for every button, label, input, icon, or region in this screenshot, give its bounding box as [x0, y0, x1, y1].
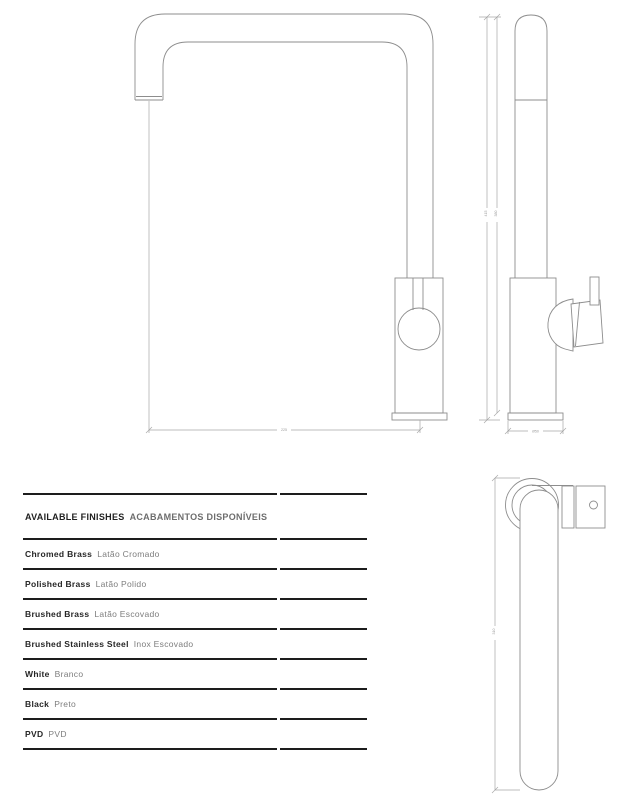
- side-base-dimension-label: Ø50: [532, 429, 539, 434]
- front-base-flange: [392, 413, 447, 420]
- finishes-table: [23, 493, 367, 748]
- front-body: [395, 278, 443, 413]
- finishes-header-en: AVAILABLE FINISHES: [25, 511, 125, 522]
- faucet-side-view-drawing: [470, 10, 623, 438]
- finish-label-en: Brushed Brass: [25, 609, 90, 619]
- finish-label-pt: Inox Escovado: [133, 639, 194, 649]
- front-dimension-label: 225: [281, 428, 287, 432]
- table-rule-right: [280, 568, 367, 598]
- finish-label-en: Brushed Stainless Steel: [25, 639, 129, 649]
- finish-row-white: [23, 658, 367, 688]
- side-dimension-label-inner: 380: [494, 210, 498, 217]
- finish-label-en: Polished Brass: [25, 579, 91, 589]
- faucet-top-view-drawing: [480, 460, 623, 800]
- table-rule-right: [280, 688, 367, 718]
- finish-row-brushed-brass: [23, 598, 367, 628]
- finish-label-en: White: [25, 669, 50, 679]
- finish-row-black: [23, 688, 367, 718]
- finish-label-pt: Preto: [54, 699, 77, 709]
- finishes-table-header: [23, 493, 367, 538]
- side-body: [510, 278, 556, 413]
- table-rule-right: [280, 493, 367, 538]
- top-spout: [520, 490, 558, 790]
- top-handle-neck: [562, 486, 574, 528]
- finish-label-en: PVD: [25, 729, 44, 739]
- finish-row-pvd: [23, 718, 367, 748]
- finish-label-en: Black: [25, 699, 50, 709]
- table-rule-right: [280, 538, 367, 568]
- side-base-flange: [508, 413, 563, 420]
- faucet-front-view-drawing: [100, 10, 460, 438]
- finish-row-brushed-stainless-steel: [23, 628, 367, 658]
- finish-label-pt: Latão Polido: [95, 579, 147, 589]
- finish-row-chromed-brass: [23, 538, 367, 568]
- side-lever-rod: [590, 277, 599, 305]
- table-rule-right: [280, 598, 367, 628]
- front-cartridge-lines: [413, 278, 423, 310]
- finish-label-pt: PVD: [48, 729, 67, 739]
- front-dim-extension-lines: [149, 101, 420, 433]
- front-handle-joint-circle: [398, 308, 440, 350]
- finish-label-pt: Latão Escovado: [94, 609, 160, 619]
- finish-row-polished-brass: [23, 568, 367, 598]
- front-spout-outline: [135, 14, 433, 278]
- top-dimension-label: 310: [492, 628, 496, 635]
- front-spout-outlet: [135, 97, 163, 101]
- finish-label-pt: Latão Cromado: [97, 549, 160, 559]
- side-dimension-label-outer: 415: [484, 210, 488, 217]
- table-rule-right: [280, 658, 367, 688]
- finishes-header-pt: ACABAMENTOS DISPONÍVEIS: [129, 511, 268, 522]
- side-spout-tube: [515, 15, 547, 278]
- table-rule-right: [280, 628, 367, 658]
- finish-label-en: Chromed Brass: [25, 549, 93, 559]
- table-rule-right: [280, 718, 367, 748]
- finish-label-pt: Branco: [54, 669, 84, 679]
